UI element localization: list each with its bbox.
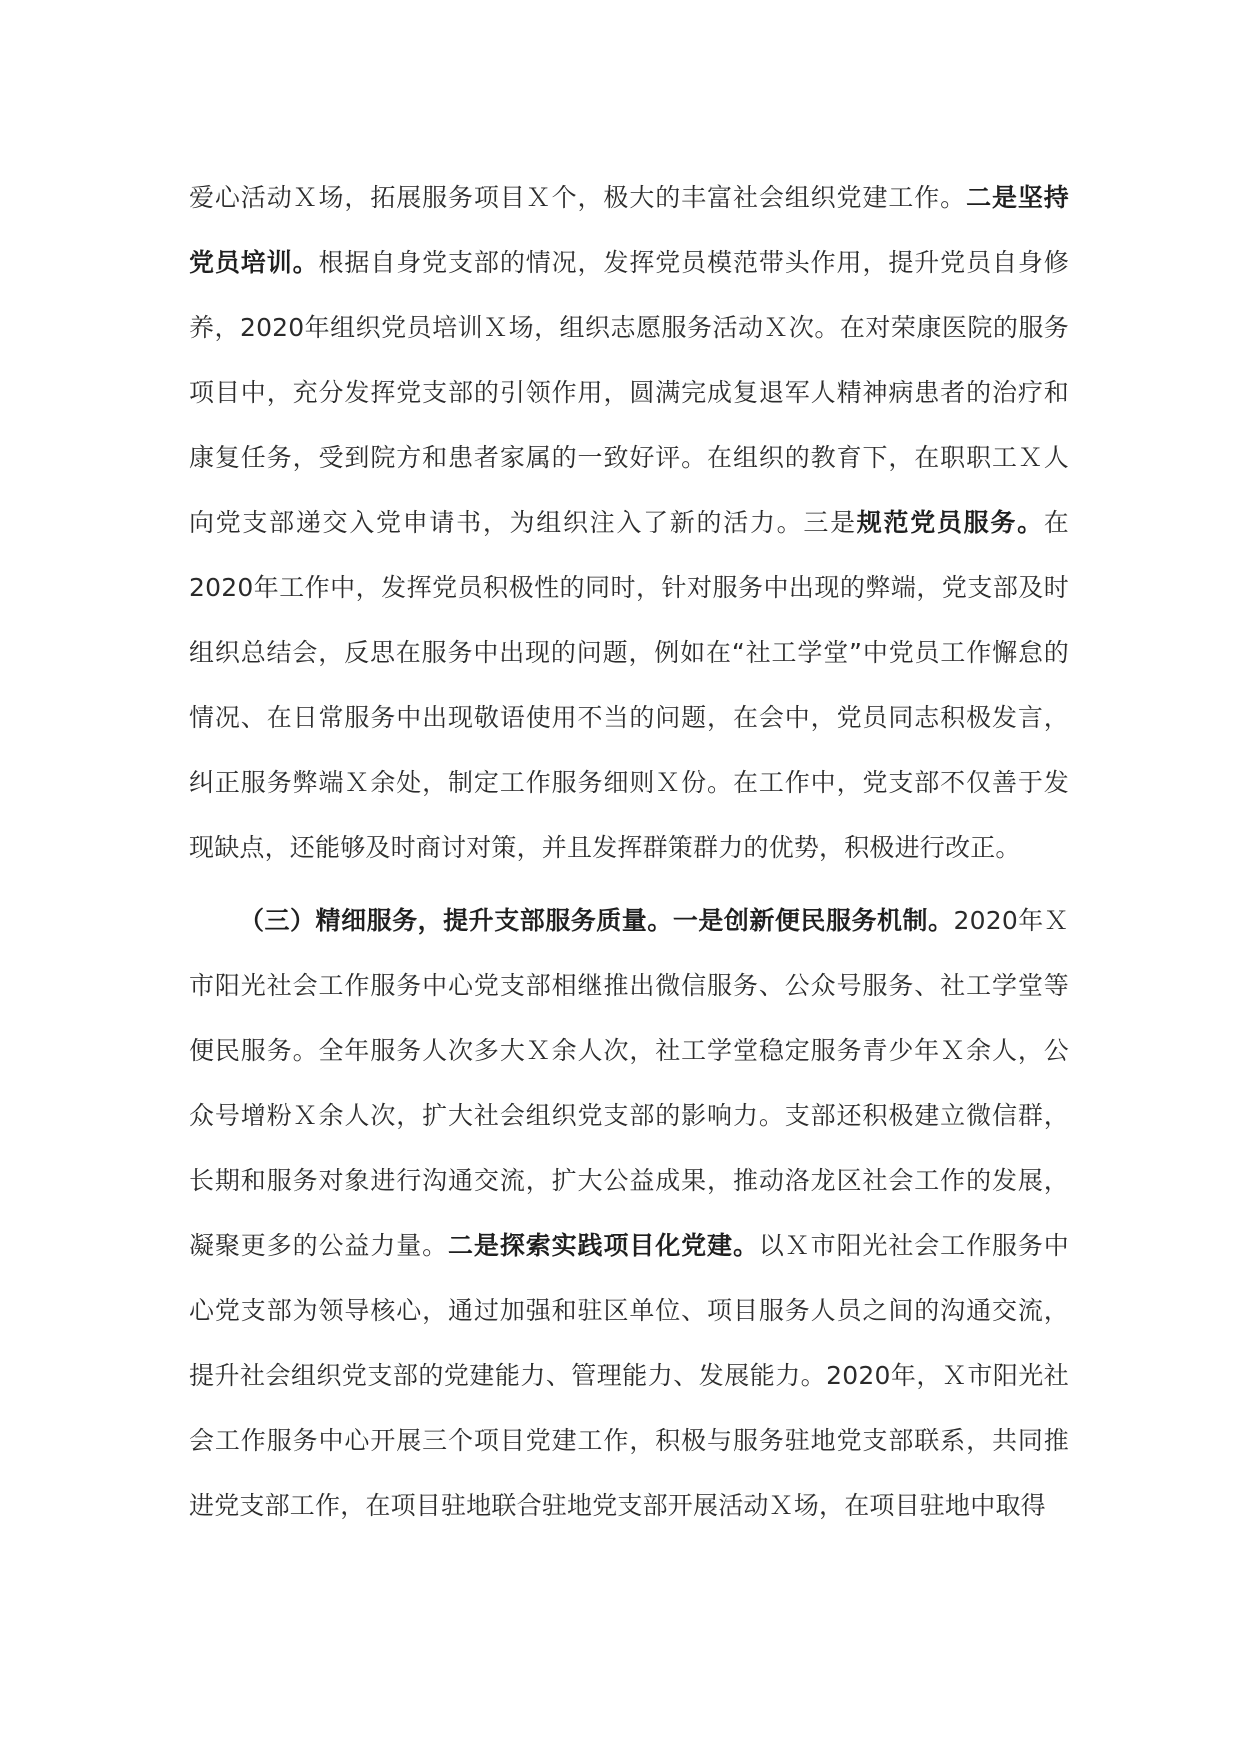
paragraph-2 — [189, 888, 1069, 1538]
bold-heading-run: 二是坚持党员培训。 — [189, 183, 1069, 277]
section-heading: （三）精细服务，提升支部服务质量。 — [239, 906, 673, 935]
bold-heading-run: 二是探索实践项目化党建。 — [448, 1231, 759, 1260]
text-run: 以Ｘ市阳光社会工作服务中心党支部为领导核心，通过加强和驻区单位、项目服务人员之间的沟通交流，提升社会组织党支部的党建能力、管理能力、发展能力。2020年，Ｘ市阳光社会工作服务中心开展三个项目党建工作，积极与服务驻地党支部联系，共同推进党支部工作，在项目驻地联合驻地党支部开展活动Ｘ场，在项目驻地中取得 — [189, 1231, 1069, 1520]
document-body — [189, 165, 1069, 1538]
text-run: 2020年Ｘ市阳光社会工作服务中心党支部相继推出微信服务、公众号服务、社工学堂等便民服务。全年服务人次多大Ｘ余人次，社工学堂稳定服务青少年Ｘ余人，公众号增粉Ｘ余人次，扩大社会组织党支部的影响力。支部还积极建立微信群，长期和服务对象进行沟通交流，扩大公益成果，推动洛龙区社会工作的发展，凝聚更多的公益力量。 — [189, 906, 1070, 1260]
text-run: 根据自身党支部的情况，发挥党员模范带头作用，提升党员自身修养，2020年组织党员培训Ｘ场，组织志愿服务活动Ｘ次。在对荣康医院的服务项目中，充分发挥党支部的引领作用，圆满完成复退军人精神病患者的治疗和康复任务，受到院方和患者家属的一致好评。在组织的教育下，在职职工Ｘ人向党支部递交入党申请书，为组织注入了新的活力。三是 — [189, 248, 1069, 537]
paragraph-1 — [189, 165, 1069, 880]
text-run: 爱心活动Ｘ场，拓展服务项目Ｘ个，极大的丰富社会组织党建工作。 — [189, 183, 967, 212]
bold-heading-run: 规范党员服务。 — [856, 508, 1044, 537]
text-run: 在2020年工作中，发挥党员积极性的同时，针对服务中出现的弊端，党支部及时组织总结会，反思在服务中出现的问题，例如在“社工学堂”中党员工作懈怠的情况、在日常服务中出现敬语使用不当的问题，在会中，党员同志积极发言，纠正服务弊端Ｘ余处，制定工作服务细则Ｘ份。在工作中，党支部不仅善于发现缺点，还能够及时商讨对策，并且发挥群策群力的优势，积极进行改正。 — [189, 508, 1069, 862]
bold-heading-run: 一是创新便民服务机制。 — [672, 906, 954, 935]
